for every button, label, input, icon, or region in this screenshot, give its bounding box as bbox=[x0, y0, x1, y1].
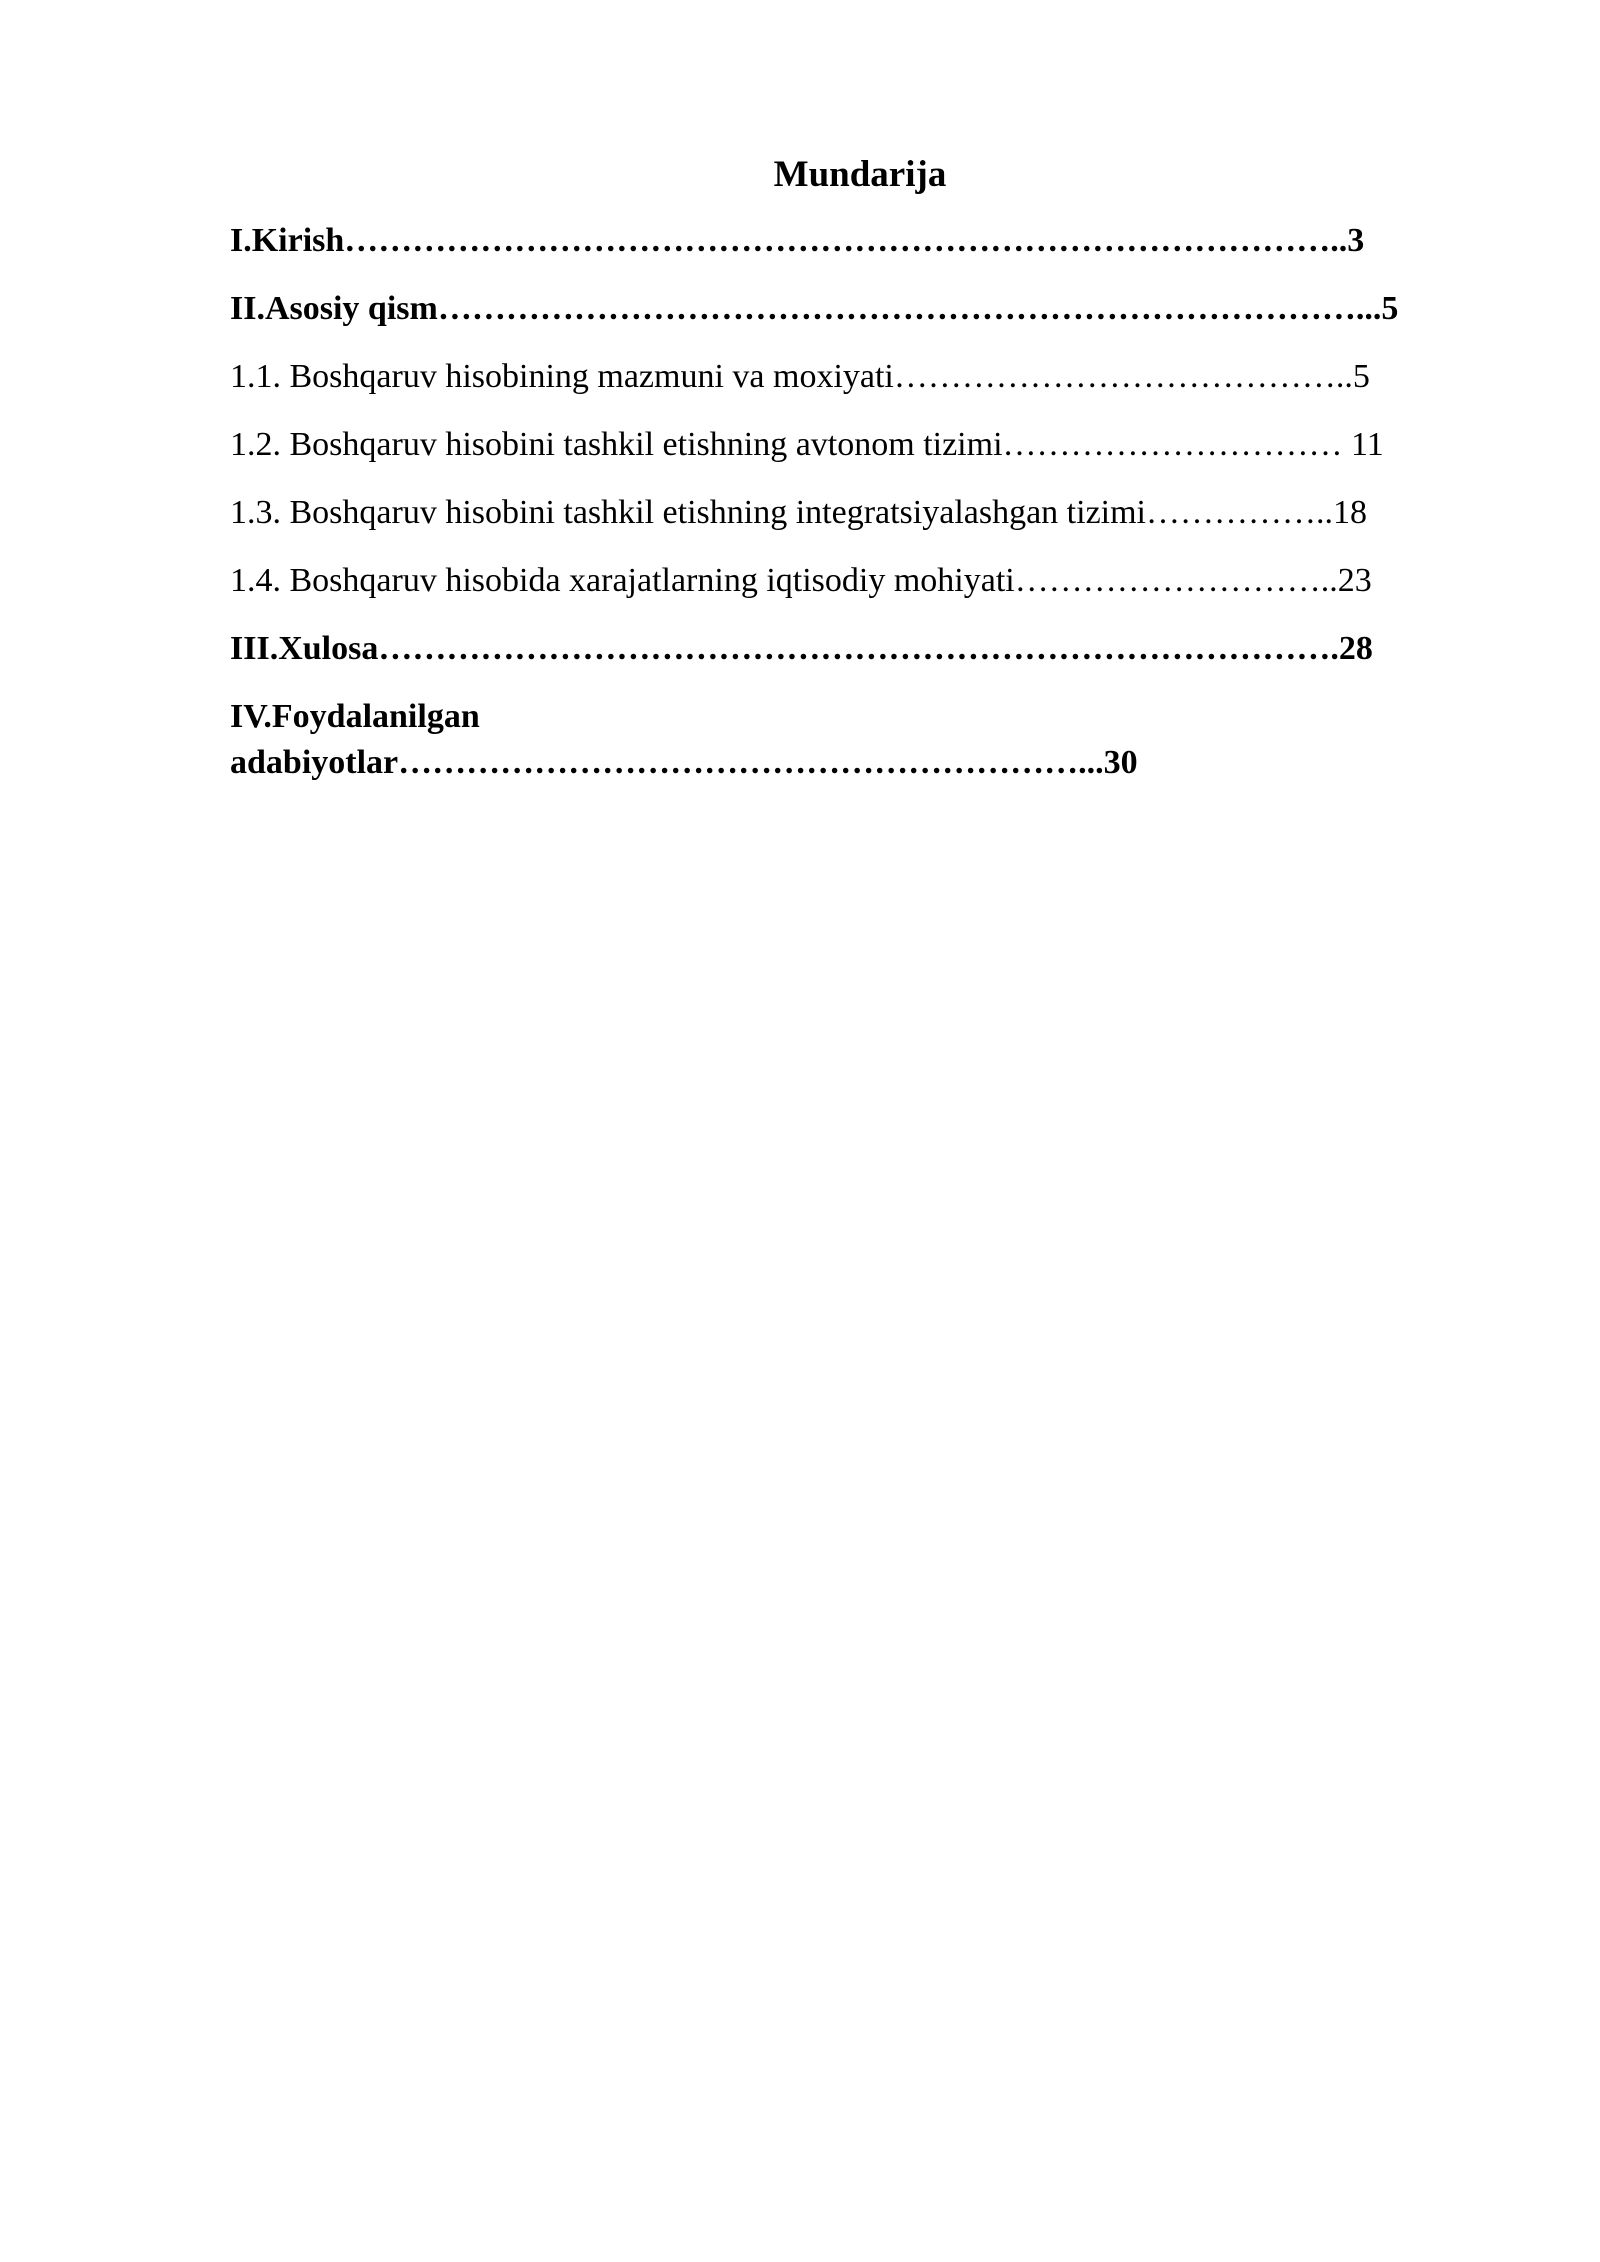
toc-entry-1-3: 1.3. Boshqaruv hisobini tashkil etishning integratsiyalashgan tizimi……………..18 bbox=[230, 494, 1368, 531]
toc-entry-kirish: I.Kirish……………………………………………………………………………..3 bbox=[230, 222, 1365, 259]
toc-entry-1-4: 1.4. Boshqaruv hisobida xarajatlarning iqtisodiy mohiyati………………………..23 bbox=[230, 562, 1372, 599]
toc-entry-xulosa: III.Xulosa………………………………………………………………………….28 bbox=[230, 630, 1373, 667]
toc-entry-1-2: 1.2. Boshqaruv hisobini tashkil etishning avtonom tizimi………………………… 11 bbox=[230, 426, 1384, 463]
toc-title: Mundarija bbox=[773, 154, 947, 195]
toc-entry-foydalanilgan-adabiyotlar: IV.Foydalanilgan adabiyotlar……………………………………………………...30 bbox=[230, 698, 1138, 781]
table-of-contents bbox=[230, 150, 1490, 808]
toc-entry-asosiy-qism: II.Asosiy qism………………………………………………………………………...5 bbox=[230, 290, 1399, 327]
toc-entry-1-1: 1.1. Boshqaruv hisobining mazmuni va moxiyati…………………………………..5 bbox=[230, 358, 1370, 395]
